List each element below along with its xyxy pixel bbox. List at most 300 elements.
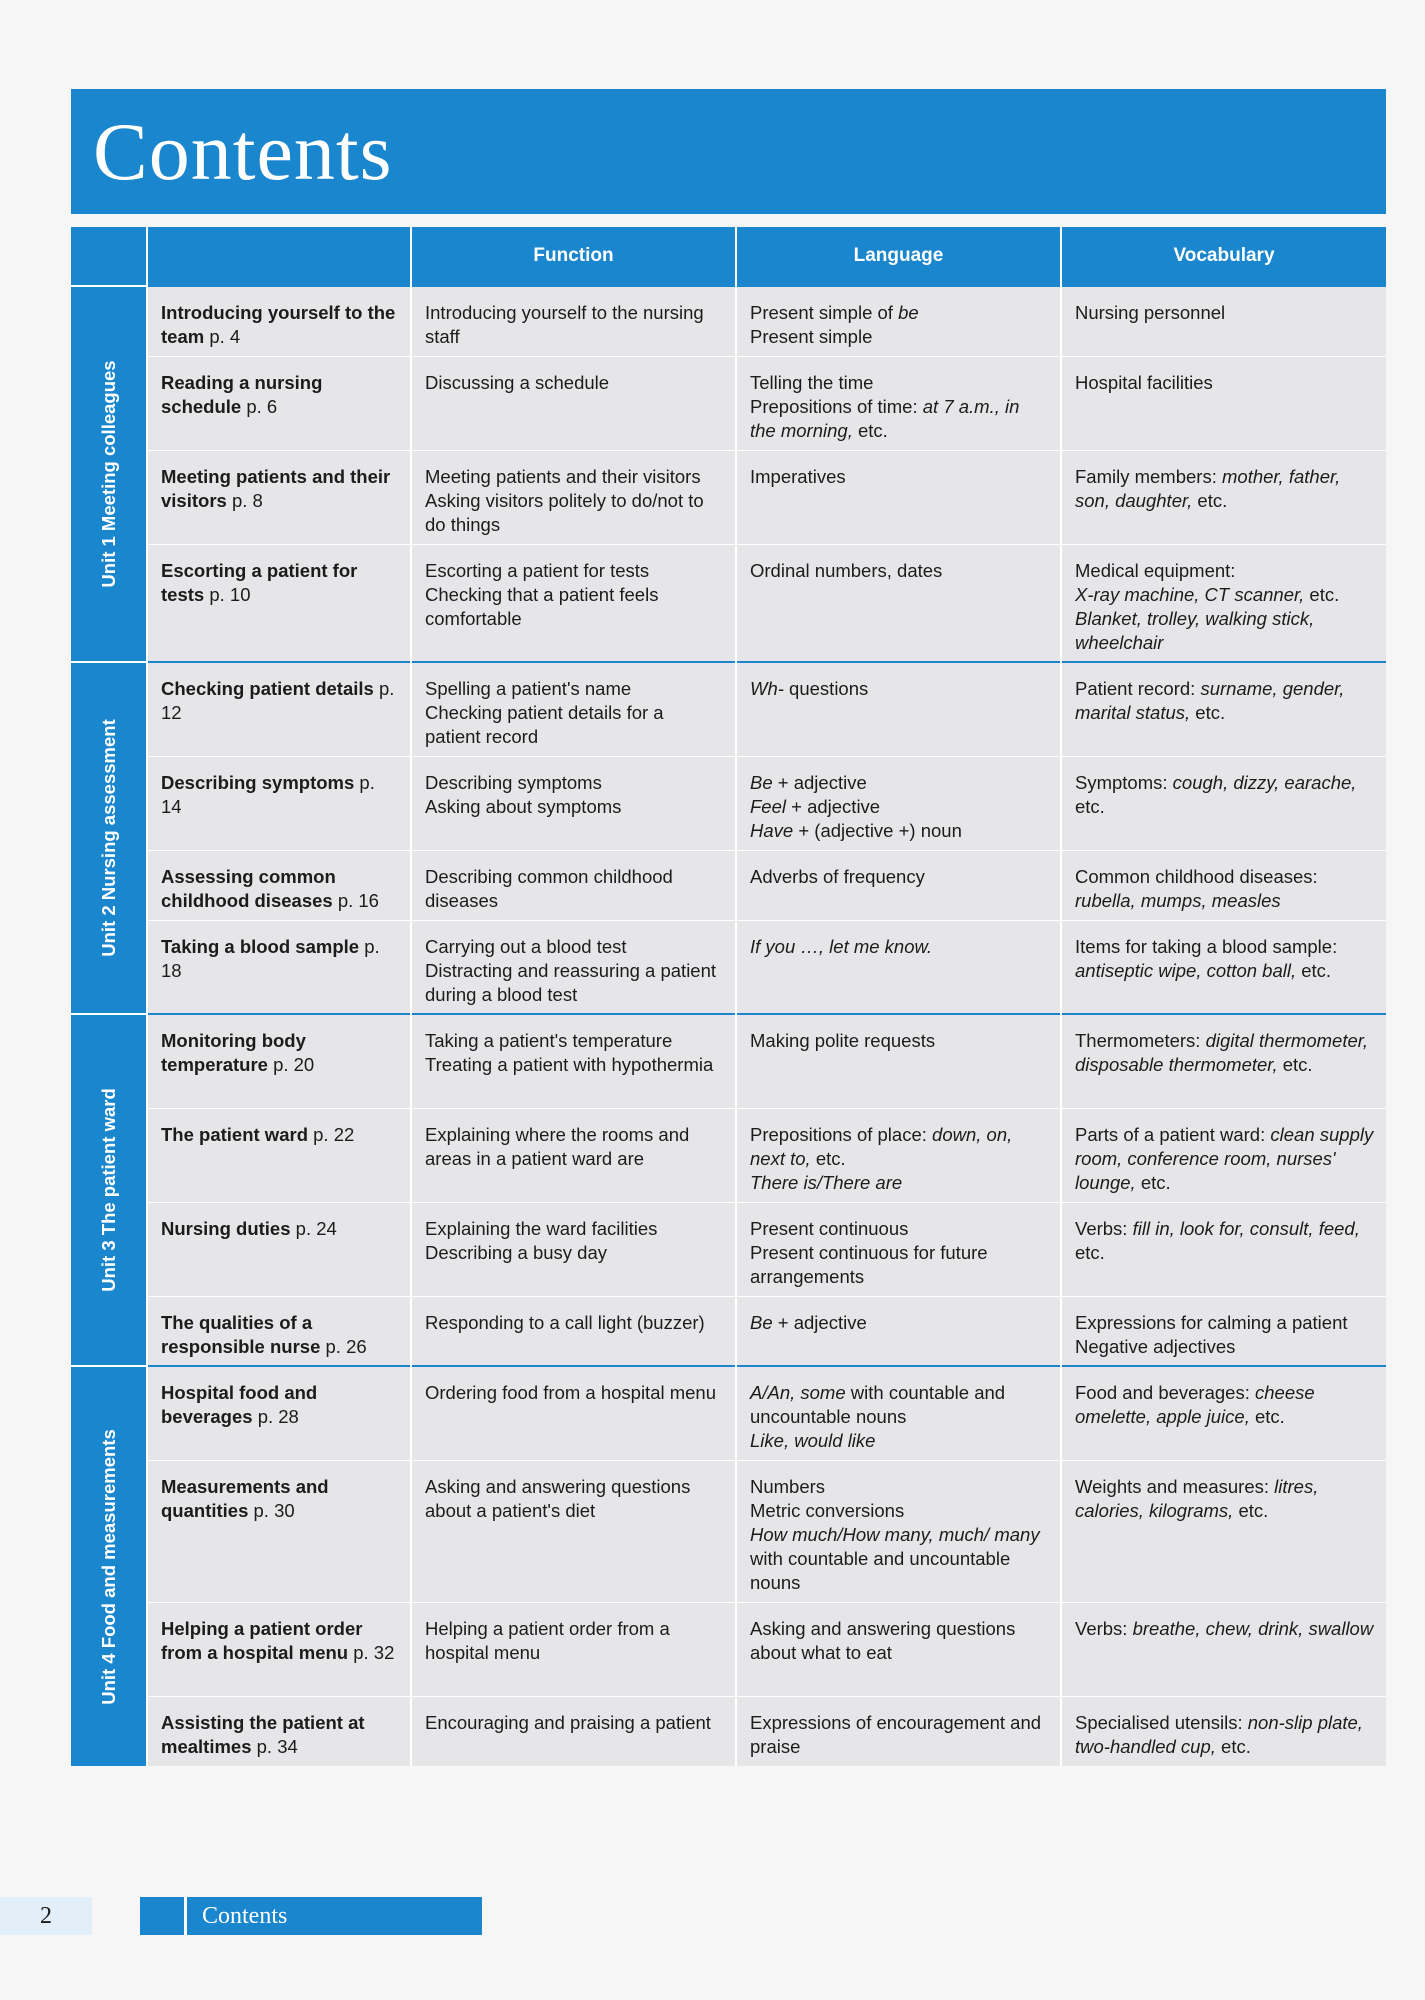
text-run: Explaining the ward facilities	[425, 1217, 658, 1239]
table-row	[71, 286, 1386, 356]
cell-line	[750, 371, 1048, 395]
header-function: Function	[411, 227, 736, 286]
topic-name: Nursing duties	[161, 1217, 291, 1239]
text-run: etc.	[1075, 1241, 1105, 1263]
text-run: questions	[783, 678, 869, 699]
topic-name: Assisting the patient at mealtimes	[161, 1711, 365, 1757]
text-run: Treating a patient with hypothermia	[425, 1054, 714, 1075]
language-cell	[736, 1696, 1061, 1766]
cell-line	[425, 583, 723, 631]
cell-line	[1075, 771, 1374, 819]
text-run: Meeting patients and their visitors	[425, 465, 701, 487]
text-run: Discussing a schedule	[425, 371, 610, 393]
text-run: down, on, next to,	[750, 1123, 1013, 1169]
page-number: 2	[0, 1897, 92, 1935]
cell-line	[750, 1523, 1048, 1595]
cell-line	[750, 819, 1048, 843]
vocabulary-cell	[1061, 920, 1386, 1014]
cell-line	[425, 1617, 723, 1665]
vocabulary-cell	[1061, 756, 1386, 850]
text-run: clean supply room, conference room, nurses' lounge,	[1075, 1123, 1374, 1193]
cell-line	[750, 677, 1048, 701]
text-run: Common childhood diseases:	[1075, 865, 1318, 887]
cell-line	[750, 1241, 1048, 1289]
text-run: digital thermometer, disposable thermometer,	[1075, 1030, 1369, 1075]
cell-line	[1075, 371, 1374, 395]
text-run: Asking and answering questions about what to eat	[750, 1617, 1016, 1663]
topic-name: The qualities of a responsible nurse	[161, 1311, 321, 1357]
text-run: antiseptic wipe, cotton ball,	[1075, 959, 1297, 981]
language-cell	[736, 756, 1061, 850]
function-cell	[411, 756, 736, 850]
title-bar	[71, 89, 1386, 214]
header-corner	[71, 227, 147, 286]
text-run: with countable and uncountable nouns	[750, 1547, 1011, 1593]
text-run: Symptoms:	[1075, 771, 1173, 793]
text-run: Carrying out a blood test	[425, 935, 627, 957]
topic-cell	[147, 1296, 411, 1366]
text-run: Like, would like	[750, 1430, 876, 1451]
text-run: etc.	[1215, 1735, 1251, 1757]
table-row	[71, 756, 1386, 850]
topic-cell	[147, 662, 411, 756]
function-cell	[411, 1366, 736, 1460]
page-reference: p. 16	[337, 889, 379, 911]
cell-line	[1075, 935, 1374, 983]
vocabulary-cell	[1061, 450, 1386, 544]
text-run: Feel	[750, 795, 786, 817]
text-run: There is/There are	[750, 1171, 903, 1193]
text-run: Parts of a patient ward:	[1075, 1123, 1271, 1145]
function-cell	[411, 662, 736, 756]
topic-name: Meeting patients and their visitors	[161, 465, 391, 511]
topic-cell	[147, 544, 411, 662]
cell-line	[425, 677, 723, 701]
unit-label-cell	[71, 1014, 147, 1366]
cell-line	[425, 795, 723, 819]
topic-name: Escorting a patient for tests	[161, 559, 358, 605]
topic-cell	[147, 286, 411, 356]
text-run: Spelling a patient's name	[425, 678, 632, 699]
text-run: Medical equipment:	[1075, 559, 1236, 581]
text-run: Nursing personnel	[1075, 302, 1226, 323]
unit-label: Unit 2 Nursing assessment	[97, 719, 119, 957]
unit-label-cell	[71, 286, 147, 662]
cell-line	[750, 771, 1048, 795]
topic-cell	[147, 356, 411, 450]
text-run: mother, father, son, daughter,	[1075, 465, 1341, 511]
cell-line	[750, 1381, 1048, 1429]
text-run: Asking about symptoms	[425, 795, 622, 817]
header-vocabulary: Vocabulary	[1061, 227, 1386, 286]
cell-line	[425, 1311, 723, 1335]
header-row	[71, 227, 1386, 286]
vocabulary-cell	[1061, 544, 1386, 662]
cell-line	[750, 935, 1048, 959]
text-run: Expressions for calming a patient	[1075, 1311, 1348, 1333]
page-reference: p. 18	[161, 935, 380, 981]
text-run: etc.	[1190, 702, 1226, 723]
cell-line	[750, 1429, 1048, 1453]
cell-line	[1075, 607, 1374, 655]
topic-name: Monitoring body temperature	[161, 1030, 306, 1075]
table-row	[71, 1366, 1386, 1460]
text-run: etc.	[1304, 583, 1340, 605]
cell-line	[425, 1123, 723, 1171]
text-run: + (adjective +) noun	[793, 819, 962, 841]
page-reference: p. 30	[253, 1499, 295, 1521]
language-cell	[736, 662, 1061, 756]
cell-line	[750, 1029, 1048, 1053]
function-cell	[411, 1460, 736, 1602]
text-run: Describing common childhood diseases	[425, 865, 673, 911]
cell-line	[425, 1217, 723, 1241]
text-run: be	[898, 302, 919, 323]
text-run: fill in, look for, consult, feed,	[1132, 1217, 1360, 1239]
table-row	[71, 1202, 1386, 1296]
function-cell	[411, 1202, 736, 1296]
table-body	[71, 286, 1386, 1766]
cell-line	[1075, 1029, 1374, 1077]
function-cell	[411, 356, 736, 450]
text-run: Verbs:	[1075, 1617, 1133, 1639]
function-cell	[411, 1696, 736, 1766]
text-run: Weights and measures:	[1075, 1475, 1275, 1497]
text-run: Numbers	[750, 1475, 826, 1497]
topic-cell	[147, 1014, 411, 1108]
text-run: Specialised utensils:	[1075, 1711, 1248, 1733]
cell-line	[425, 371, 723, 395]
cell-line	[425, 771, 723, 795]
topic-cell	[147, 1460, 411, 1602]
cell-line	[750, 1475, 1048, 1499]
vocabulary-cell	[1061, 1014, 1386, 1108]
text-run: Expressions of encouragement and praise	[750, 1711, 1042, 1757]
cell-line	[750, 1499, 1048, 1523]
text-run: Ordinal numbers, dates	[750, 559, 943, 581]
header-topic	[147, 227, 411, 286]
text-run: Family members:	[1075, 465, 1222, 487]
text-run: non-slip plate, two-handled cup,	[1075, 1711, 1363, 1757]
vocabulary-cell	[1061, 286, 1386, 356]
cell-line	[750, 559, 1048, 583]
text-run: Present continuous	[750, 1217, 909, 1239]
page-reference: p. 6	[246, 395, 278, 417]
table-row	[71, 1296, 1386, 1366]
text-run: Verbs:	[1075, 1217, 1133, 1239]
cell-line	[1075, 1217, 1374, 1265]
cell-line	[1075, 865, 1374, 913]
cell-line	[425, 1711, 723, 1735]
text-run: Prepositions of place:	[750, 1123, 933, 1145]
text-run: Taking a patient's temperature	[425, 1030, 673, 1051]
function-cell	[411, 850, 736, 920]
table-row	[71, 1108, 1386, 1202]
text-run: etc.	[1135, 1171, 1171, 1193]
unit-label: Unit 4 Food and measurements	[97, 1428, 119, 1705]
text-run: Checking that a patient feels comfortable	[425, 583, 659, 629]
text-run: etc.	[1192, 489, 1228, 511]
topic-cell	[147, 450, 411, 544]
table-row	[71, 1602, 1386, 1696]
language-cell	[736, 1602, 1061, 1696]
cell-line	[750, 795, 1048, 819]
cell-line	[425, 301, 723, 349]
table-row	[71, 662, 1386, 756]
text-run: Thermometers:	[1075, 1030, 1206, 1051]
text-run: Blanket, trolley, walking stick, wheelchair	[1075, 607, 1315, 653]
topic-name: Taking a blood sample	[161, 935, 360, 957]
topic-name: Helping a patient order from a hospital menu	[161, 1617, 363, 1663]
topic-name: Introducing yourself to the team	[161, 302, 396, 347]
text-run: Ordering food from a hospital menu	[425, 1382, 717, 1403]
text-run: cough, dizzy, earache,	[1172, 771, 1357, 793]
cell-line	[1075, 1617, 1374, 1641]
cell-line	[425, 559, 723, 583]
text-run: + adjective	[772, 771, 867, 793]
text-run: etc.	[810, 1147, 846, 1169]
page-reference: p. 8	[231, 489, 263, 511]
cell-line	[425, 1029, 723, 1053]
page-title: Contents	[93, 106, 393, 197]
text-run: Helping a patient order from a hospital menu	[425, 1617, 670, 1663]
text-run: If you …, let me know.	[750, 935, 932, 957]
text-run: etc.	[1277, 1054, 1313, 1075]
text-run: Present simple	[750, 326, 873, 347]
table-row	[71, 544, 1386, 662]
cell-line	[425, 1241, 723, 1265]
unit-label: Unit 1 Meeting colleagues	[97, 360, 119, 588]
function-cell	[411, 1602, 736, 1696]
vocabulary-cell	[1061, 1602, 1386, 1696]
unit-label: Unit 3 The patient ward	[97, 1088, 119, 1292]
topic-cell	[147, 1202, 411, 1296]
text-run: Food and beverages:	[1075, 1382, 1255, 1403]
text-run: Escorting a patient for tests	[425, 559, 650, 581]
text-run: etc.	[1075, 795, 1105, 817]
text-run: Telling the time	[750, 371, 874, 393]
table-row	[71, 1460, 1386, 1602]
text-run: litres, calories, kilograms,	[1075, 1475, 1319, 1521]
text-run: at 7 a.m., in the morning,	[750, 395, 1020, 441]
topic-name: Describing symptoms	[161, 771, 355, 793]
cell-line	[750, 865, 1048, 889]
cell-line	[750, 1123, 1048, 1171]
table-row	[71, 850, 1386, 920]
page-reference: p. 32	[353, 1641, 395, 1663]
text-run: etc.	[1296, 959, 1332, 981]
cell-line	[1075, 1123, 1374, 1195]
table-row	[71, 450, 1386, 544]
text-run: etc.	[1233, 1499, 1269, 1521]
topic-cell	[147, 1602, 411, 1696]
text-run: Distracting and reassuring a patient during a blood test	[425, 959, 717, 1005]
page-reference: p. 24	[295, 1217, 337, 1239]
cell-line	[1075, 1335, 1374, 1359]
cell-line	[425, 701, 723, 749]
text-run: with countable and uncountable nouns	[750, 1382, 1006, 1427]
cell-line	[750, 1171, 1048, 1195]
cell-line	[425, 489, 723, 537]
language-cell	[736, 1296, 1061, 1366]
text-run: Encouraging and praising a patient	[425, 1711, 711, 1733]
page-reference: p. 28	[257, 1406, 299, 1427]
vocabulary-cell	[1061, 1296, 1386, 1366]
topic-name: Assessing common childhood diseases	[161, 865, 336, 911]
function-cell	[411, 450, 736, 544]
cell-line	[1075, 1311, 1374, 1335]
text-run: + adjective	[772, 1311, 867, 1333]
text-run: How much/How many, much/ many	[750, 1523, 1040, 1545]
cell-line	[425, 935, 723, 959]
text-run: etc.	[1249, 1406, 1285, 1427]
contents-table	[71, 227, 1386, 1766]
language-cell	[736, 1202, 1061, 1296]
page-reference: p. 14	[161, 771, 375, 817]
vocabulary-cell	[1061, 1366, 1386, 1460]
text-run: breathe, chew, drink, swallow	[1132, 1617, 1374, 1639]
text-run: surname, gender, marital status,	[1075, 678, 1345, 723]
text-run: Patient record:	[1075, 678, 1201, 699]
function-cell	[411, 920, 736, 1014]
topic-cell	[147, 756, 411, 850]
text-run: Adverbs of frequency	[750, 865, 925, 887]
cell-line	[750, 301, 1048, 325]
cell-line	[750, 325, 1048, 349]
cell-line	[425, 865, 723, 913]
text-run: Negative adjectives	[1075, 1335, 1236, 1357]
text-run: X-ray machine, CT scanner,	[1075, 583, 1305, 605]
text-run: A/An, some	[750, 1382, 846, 1403]
unit-label-cell	[71, 1366, 147, 1766]
page-reference: p. 4	[209, 326, 241, 347]
cell-line	[750, 1617, 1048, 1665]
text-run: etc.	[852, 419, 888, 441]
header-language: Language	[736, 227, 1061, 286]
text-run: Prepositions of time:	[750, 395, 923, 417]
language-cell	[736, 1460, 1061, 1602]
cell-line	[425, 959, 723, 1007]
language-cell	[736, 356, 1061, 450]
topic-cell	[147, 850, 411, 920]
cell-line	[1075, 465, 1374, 513]
topic-name: Reading a nursing schedule	[161, 371, 323, 417]
topic-cell	[147, 1366, 411, 1460]
cell-line	[425, 465, 723, 489]
footer-divider	[184, 1897, 187, 1935]
cell-line	[1075, 583, 1374, 607]
cell-line	[425, 1053, 723, 1077]
text-run: Checking patient details for a patient record	[425, 702, 664, 747]
cell-line	[1075, 559, 1374, 583]
vocabulary-cell	[1061, 1108, 1386, 1202]
page-reference: p. 34	[256, 1735, 298, 1757]
text-run: Items for taking a blood sample:	[1075, 935, 1338, 957]
function-cell	[411, 286, 736, 356]
text-run: Describing a busy day	[425, 1241, 608, 1263]
table-row	[71, 920, 1386, 1014]
language-cell	[736, 850, 1061, 920]
cell-line	[425, 1475, 723, 1523]
topic-cell	[147, 920, 411, 1014]
unit-label-cell	[71, 662, 147, 1014]
language-cell	[736, 920, 1061, 1014]
language-cell	[736, 1108, 1061, 1202]
text-run: Be	[750, 1311, 773, 1333]
text-run: + adjective	[786, 795, 881, 817]
page-reference: p. 20	[273, 1054, 315, 1075]
language-cell	[736, 1366, 1061, 1460]
topic-cell	[147, 1696, 411, 1766]
footer-section-label	[140, 1897, 482, 1935]
cell-line	[750, 1217, 1048, 1241]
text-run: Hospital facilities	[1075, 371, 1213, 393]
cell-line	[1075, 1475, 1374, 1523]
text-run: Be	[750, 771, 773, 793]
vocabulary-cell	[1061, 1696, 1386, 1766]
cell-line	[1075, 301, 1374, 325]
footer-label-text: Contents	[202, 1903, 288, 1929]
text-run: Present continuous for future arrangements	[750, 1241, 988, 1287]
page-reference: p. 12	[161, 678, 395, 723]
cell-line	[750, 1711, 1048, 1759]
text-run: Describing symptoms	[425, 771, 602, 793]
cell-line	[750, 395, 1048, 443]
text-run: Explaining where the rooms and areas in a patient ward are	[425, 1123, 690, 1169]
text-run: rubella, mumps, measles	[1075, 889, 1281, 911]
function-cell	[411, 1108, 736, 1202]
table-row	[71, 1696, 1386, 1766]
cell-line	[750, 1311, 1048, 1335]
language-cell	[736, 544, 1061, 662]
cell-line	[1075, 1381, 1374, 1429]
cell-line	[1075, 1711, 1374, 1759]
table-row	[71, 356, 1386, 450]
function-cell	[411, 1014, 736, 1108]
topic-name: The patient ward	[161, 1123, 308, 1145]
topic-name: Measurements and quantities	[161, 1475, 329, 1521]
language-cell	[736, 286, 1061, 356]
language-cell	[736, 450, 1061, 544]
text-run: Have	[750, 819, 794, 841]
cell-line	[425, 1381, 723, 1405]
cell-line	[1075, 677, 1374, 725]
vocabulary-cell	[1061, 1460, 1386, 1602]
vocabulary-cell	[1061, 356, 1386, 450]
text-run: Metric conversions	[750, 1499, 905, 1521]
text-run: Introducing yourself to the nursing staff	[425, 302, 704, 347]
text-run: Making polite requests	[750, 1030, 936, 1051]
vocabulary-cell	[1061, 662, 1386, 756]
language-cell	[736, 1014, 1061, 1108]
text-run: Asking visitors politely to do/not to do things	[425, 489, 704, 535]
text-run: cheese omelette, apple juice,	[1075, 1382, 1315, 1427]
page-reference: p. 22	[313, 1123, 355, 1145]
text-run: Asking and answering questions about a patient's diet	[425, 1475, 691, 1521]
topic-name: Checking patient details	[161, 678, 374, 699]
function-cell	[411, 544, 736, 662]
cell-line	[750, 465, 1048, 489]
function-cell	[411, 1296, 736, 1366]
text-run: Imperatives	[750, 465, 846, 487]
vocabulary-cell	[1061, 1202, 1386, 1296]
page-reference: p. 10	[209, 583, 251, 605]
text-run: Responding to a call light (buzzer)	[425, 1311, 705, 1333]
vocabulary-cell	[1061, 850, 1386, 920]
text-run: Present simple of	[750, 302, 899, 323]
topic-name: Hospital food and beverages	[161, 1382, 318, 1427]
table-row	[71, 1014, 1386, 1108]
